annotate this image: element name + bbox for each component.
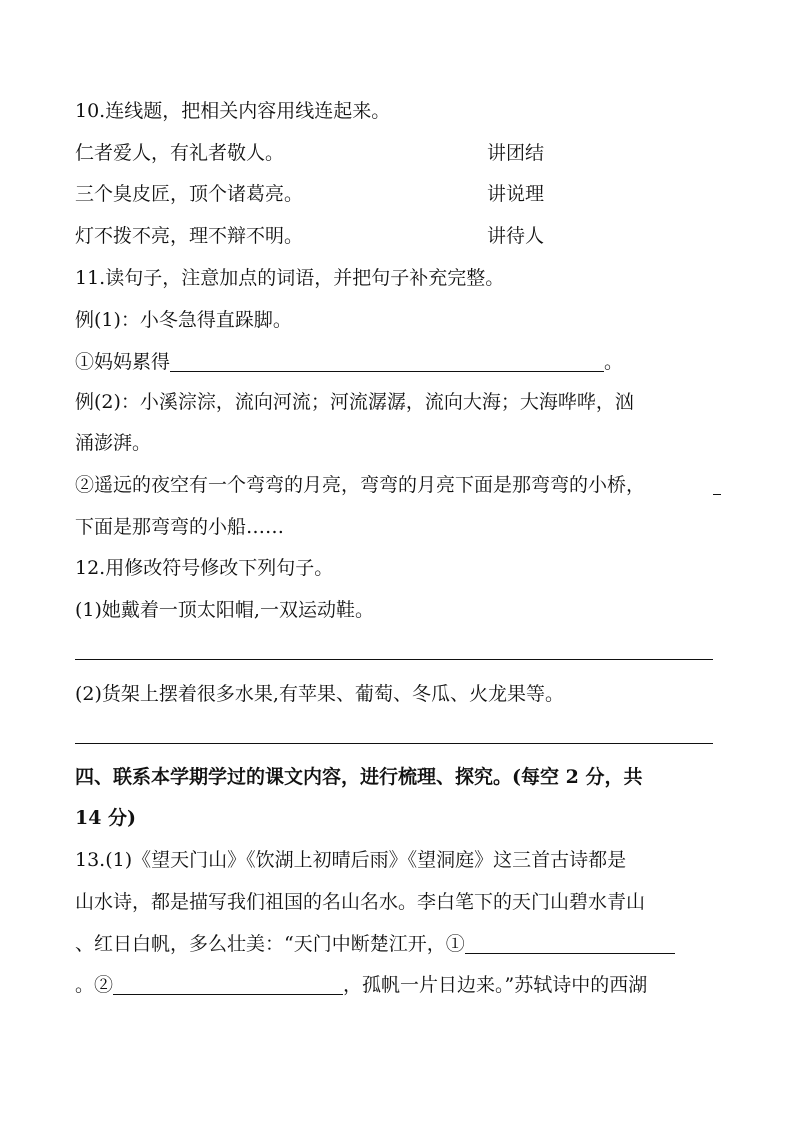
q11-item-1-suffix: 。	[604, 351, 624, 373]
q13-line-4	[75, 973, 647, 997]
q11-example-2-line-2: 涌澎湃。	[75, 432, 152, 454]
q12-title: 12.用修改符号修改下列句子。	[75, 557, 334, 579]
q10-title: 10.连线题，把相关内容用线连起来。	[75, 100, 391, 122]
q12-sentence-2: (2)货架上摆着很多水果,有苹果、葡萄、冬瓜、火龙果等。	[75, 683, 564, 705]
q13-line-3	[75, 932, 675, 956]
q13-blank-2[interactable]	[113, 974, 343, 995]
q11-item-2-line-2: 下面是那弯弯的小船……	[75, 516, 285, 538]
q11-item-1-prefix: ①妈妈累得	[75, 351, 171, 373]
q13-line-1: 13.(1)《望天门山》《饮湖上初晴后雨》《望洞庭》这三首古诗都是	[75, 849, 627, 871]
q11-item-1-answer-blank[interactable]	[170, 351, 604, 372]
q10-left-item-3: 灯不拨不亮，理不辩不明。	[75, 225, 304, 247]
q11-title: 11.读句子，注意加点的词语，并把句子补充完整。	[75, 267, 505, 289]
q13-line-2: 山水诗，都是描写我们祖国的名山名水。李白笔下的天门山碧水青山	[75, 891, 646, 913]
q13-line-4-prefix: 。②	[75, 974, 114, 996]
q11-item-2-line-1: ②遥远的夜空有一个弯弯的月亮，弯弯的月亮下面是那弯弯的小桥，	[75, 474, 646, 496]
q10-right-item-1: 讲团结	[487, 142, 545, 164]
q12-sentence-1: (1)她戴着一顶太阳帽,一双运动鞋。	[75, 599, 374, 621]
q13-blank-1[interactable]	[465, 933, 675, 954]
q11-item-1	[75, 350, 623, 374]
q13-line-4-suffix: ，孤帆一片日边来。”苏轼诗中的西湖	[343, 974, 648, 996]
section-4-heading-line-1: 四、联系本学期学过的课文内容，进行梳理、探究。(每空 2 分，共	[75, 766, 643, 788]
q10-right-item-3: 讲待人	[487, 225, 545, 247]
q10-left-item-2: 三个臭皮匠，顶个诸葛亮。	[75, 183, 304, 205]
q10-right-item-2: 讲说理	[487, 183, 545, 205]
q12-sentence-1-answer-line[interactable]	[75, 659, 713, 660]
q11-example-1: 例(1)：小冬急得直跺脚。	[75, 309, 292, 331]
section-4-heading-line-2: 14 分)	[75, 807, 137, 829]
q13-line-3-text: 、红日白帆，多么壮美：“天门中断楚江开，①	[75, 933, 465, 955]
q11-item-2-answer-blank[interactable]	[713, 494, 721, 495]
q11-example-2-line-1: 例(2)：小溪淙淙，流向河流；河流潺潺，流向大海；大海哗哗，汹	[75, 391, 634, 413]
q10-left-item-1: 仁者爱人，有礼者敬人。	[75, 142, 285, 164]
q12-sentence-2-answer-line[interactable]	[75, 743, 713, 744]
